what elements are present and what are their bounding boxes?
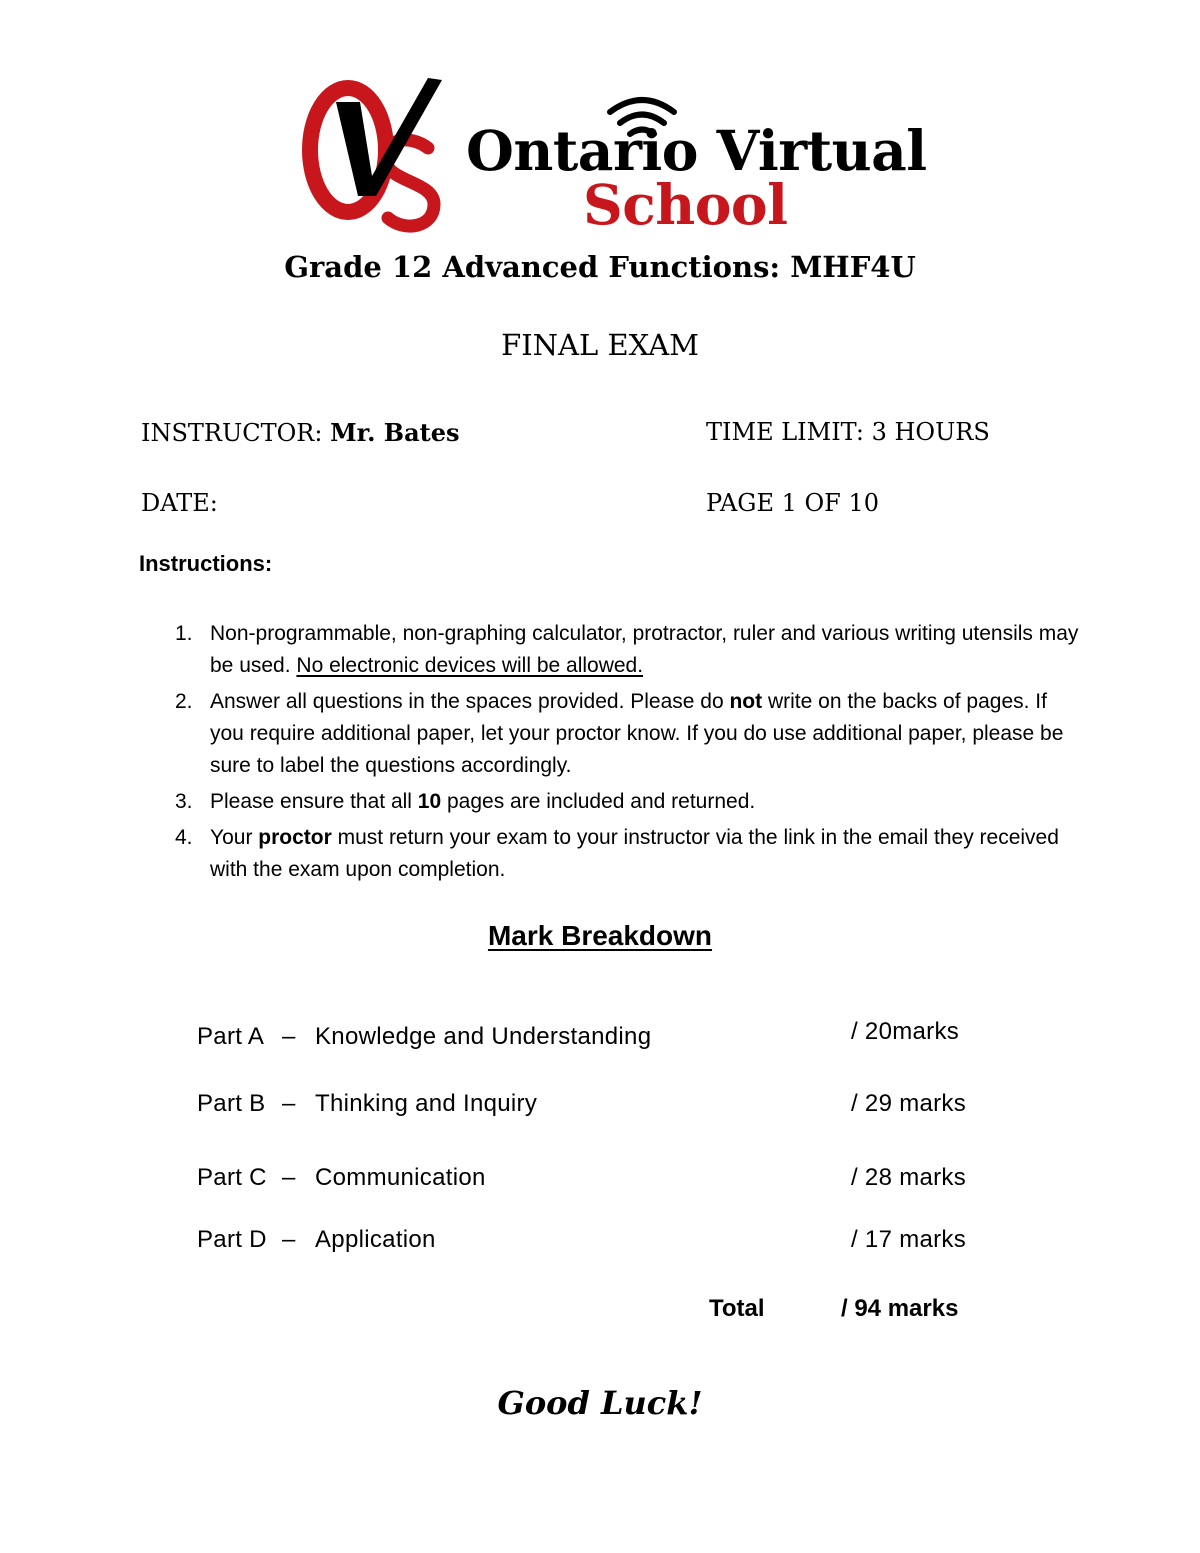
date-label: DATE:: [141, 489, 218, 517]
school-name-line1: Ontario Virtual: [466, 118, 927, 183]
total-label: Total: [709, 1295, 765, 1322]
part-area: Application: [315, 1226, 436, 1253]
list-item: 3. Please ensure that all 10 pages are included and returned.: [175, 790, 756, 813]
dash: –: [282, 1164, 296, 1191]
page-indicator: PAGE 1 OF 10: [706, 489, 879, 517]
time-limit-label: TIME LIMIT:: [706, 418, 864, 446]
time-limit-line: [706, 418, 990, 446]
part-marks: / 29 marks: [851, 1090, 967, 1117]
exam-title: FINAL EXAM: [501, 328, 699, 362]
instructor-line: [141, 418, 460, 447]
part-marks: / 17 marks: [851, 1226, 967, 1253]
instructions-heading: Instructions:: [139, 551, 273, 576]
dash: –: [282, 1090, 296, 1117]
part-marks: / 28 marks: [851, 1164, 967, 1191]
part-label: Part C: [197, 1164, 267, 1191]
no-devices-warning: No electronic devices will be allowed.: [296, 654, 644, 677]
part-label: Part A: [197, 1023, 265, 1050]
part-label: Part D: [197, 1226, 267, 1253]
mark-breakdown-title: Mark Breakdown: [487, 920, 713, 951]
time-limit-value: 3 HOURS: [871, 418, 990, 446]
list-item: 1. Non-programmable, non-graphing calculator, protractor, ruler and various writing utensils may be used. No electronic devices will be allowed.: [175, 622, 1079, 677]
part-area: Communication: [315, 1164, 486, 1191]
ovs-monogram-icon: [300, 72, 480, 237]
list-item: 2. Answer all questions in the spaces provided. Please do not write on the backs of pages. If you require additional paper, let your proctor know. If you do use additional paper, please be sure to label the questions accordingly.: [175, 690, 1064, 777]
part-area: Thinking and Inquiry: [315, 1090, 538, 1117]
instructions-list: [139, 618, 1079, 890]
school-name-line2: School: [583, 172, 788, 237]
course-title: Grade 12 Advanced Functions: MHF4U: [284, 250, 916, 284]
total-marks: / 94 marks: [841, 1295, 959, 1322]
list-item: 4. Your proctor must return your exam to your instructor via the link in the email they received with the exam upon completion.: [175, 826, 1059, 881]
dash: –: [282, 1226, 296, 1253]
instructor-label: INSTRUCTOR:: [141, 419, 323, 447]
part-area: Knowledge and Understanding: [315, 1023, 652, 1050]
part-marks: / 20marks: [851, 1018, 960, 1045]
dash: –: [282, 1023, 296, 1050]
good-luck-message: Good Luck!: [497, 1384, 703, 1422]
instructor-value: Mr. Bates: [330, 418, 460, 447]
part-label: Part B: [197, 1090, 266, 1117]
